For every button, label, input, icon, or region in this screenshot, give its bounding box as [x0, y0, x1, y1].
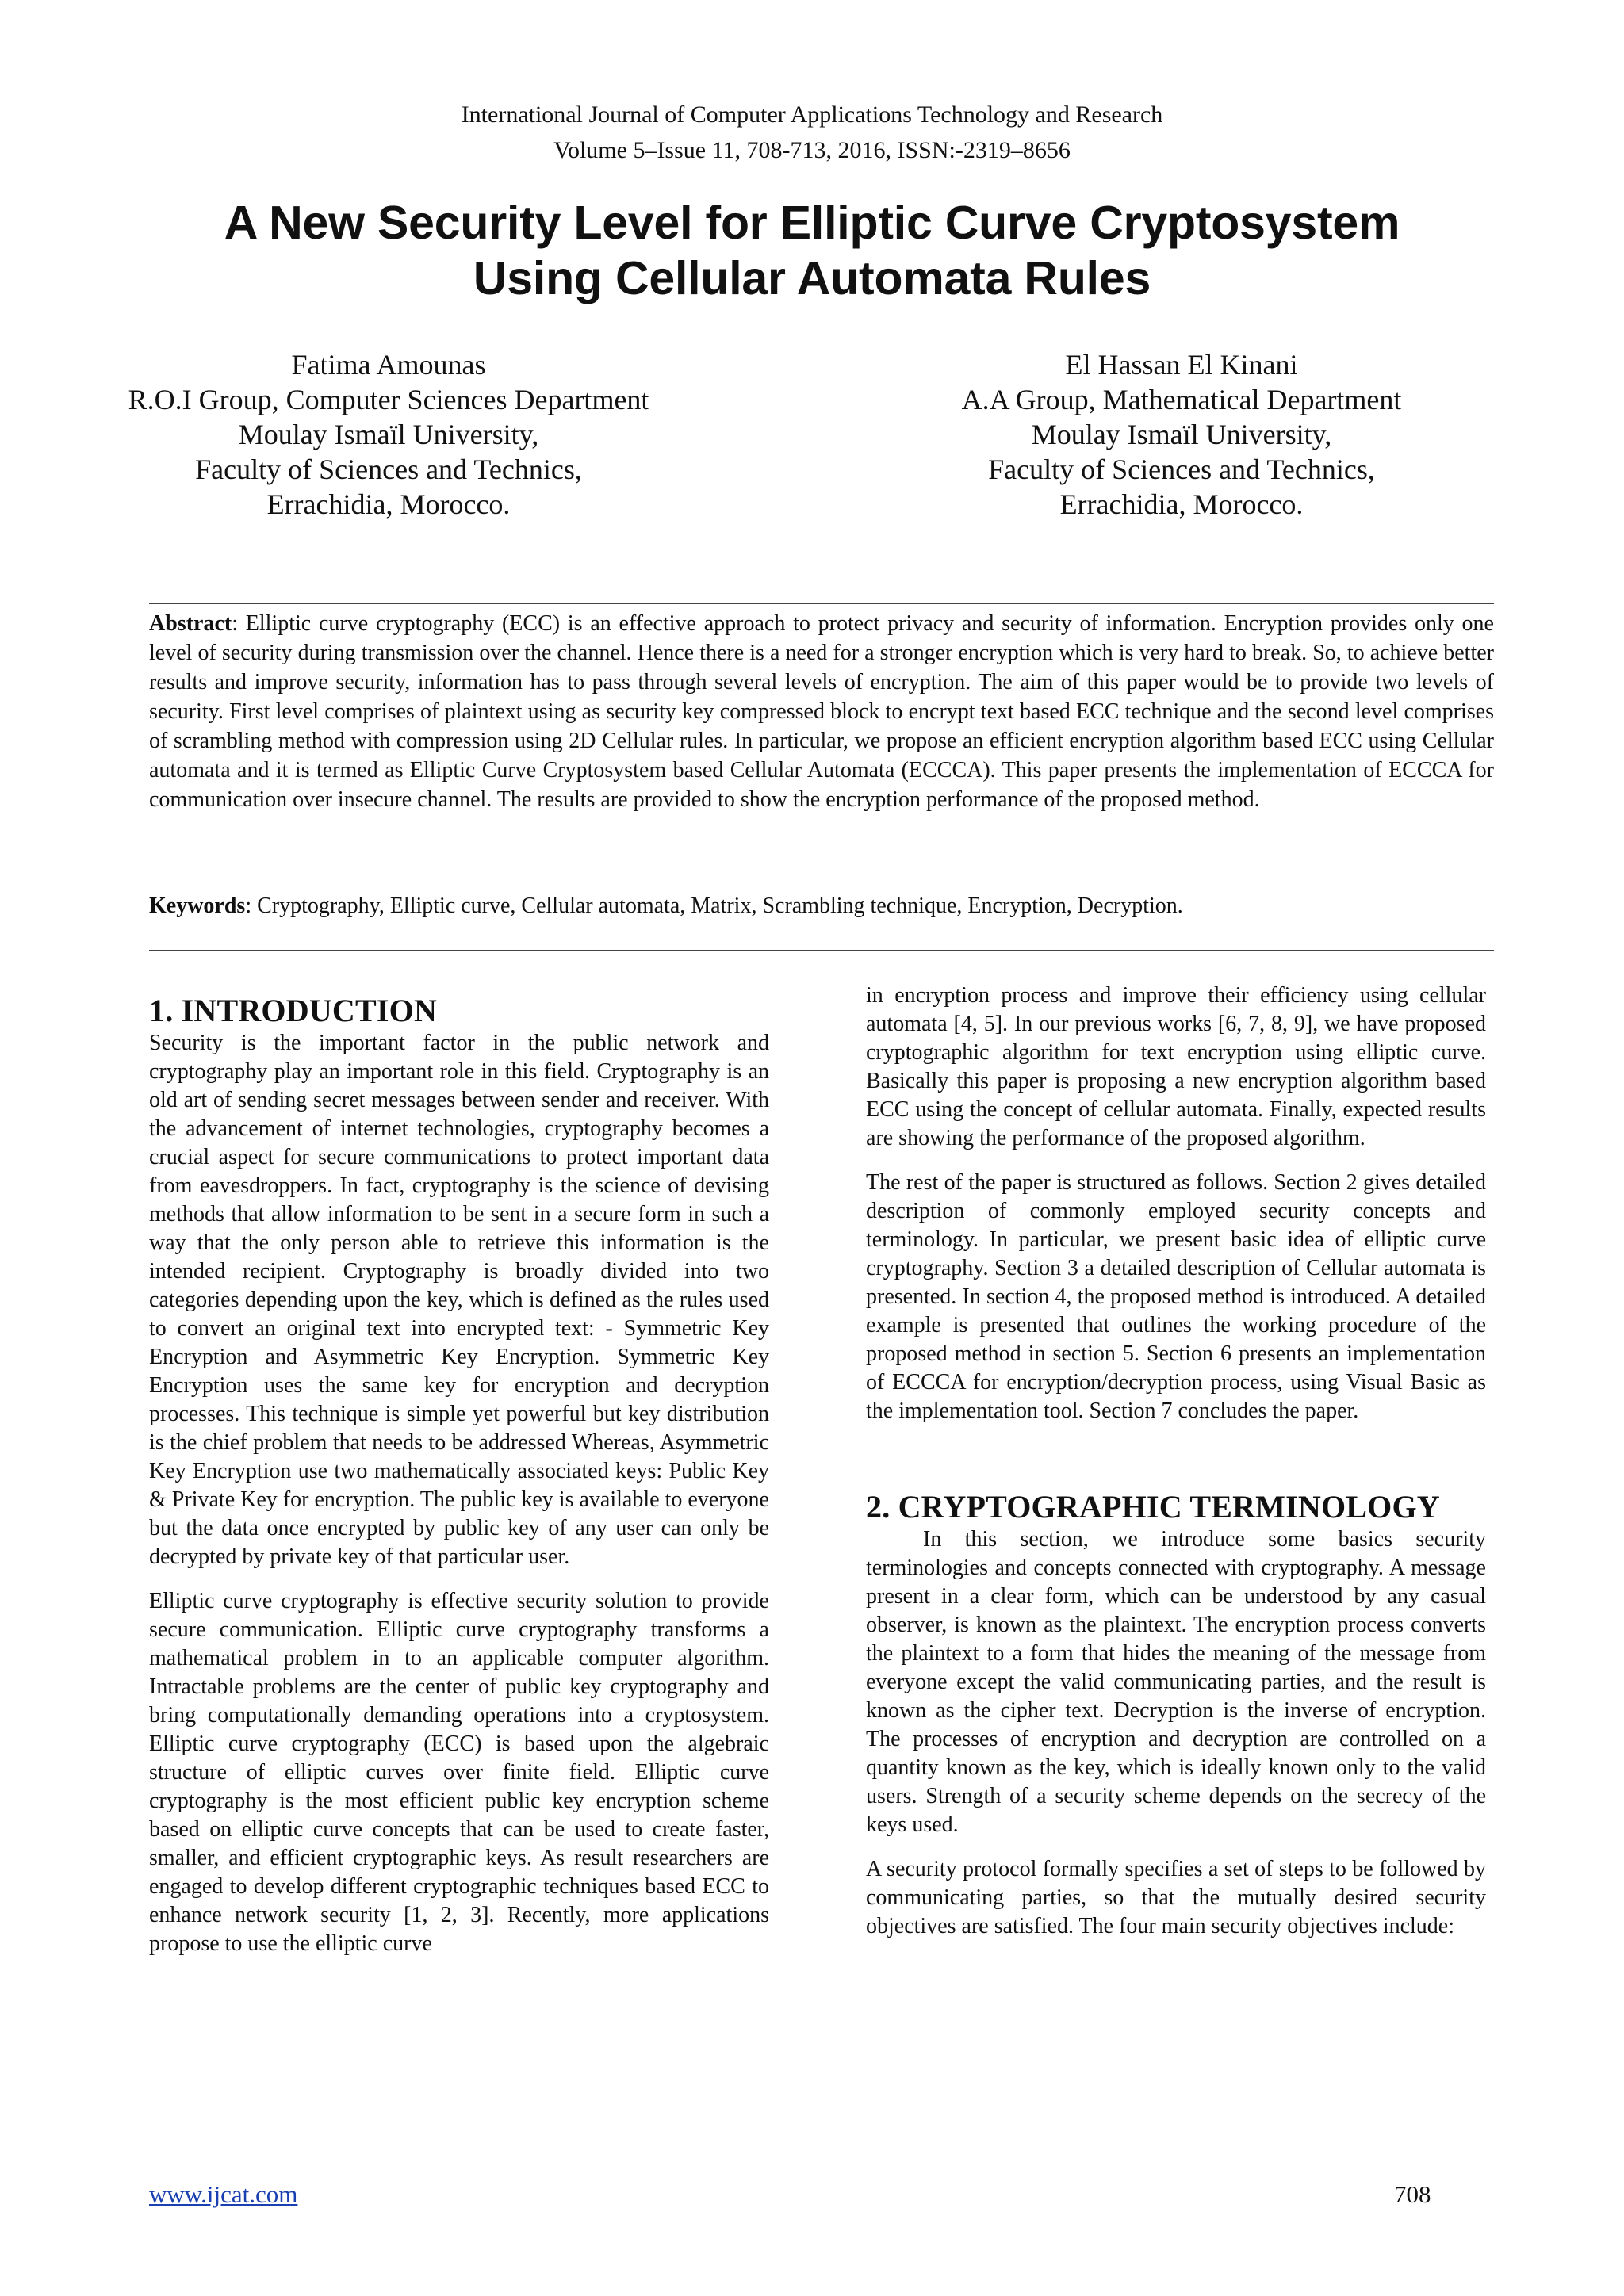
introduction-heading: 1. INTRODUCTION — [149, 993, 438, 1028]
journal-website-link[interactable]: www.ijcat.com — [149, 2180, 298, 2208]
author-block-1 — [32, 347, 745, 522]
title-line-2: Using Cellular Automata Rules — [473, 252, 1151, 304]
keywords-text: : Cryptography, Elliptic curve, Cellular automata, Matrix, Scrambling technique, Encryption, Decryption. — [245, 894, 1183, 918]
keywords — [149, 891, 1494, 920]
terminology-paragraph-1: In this section, we introduce some basics security terminologies and concepts connected with cryptography. A message present in a clear form, which can be understood by any casual observer, is known as the plaintext. The encryption process converts the plaintext to a form that hides the meaning of the message from everyone except the valid communicating parties, and the result is known as the cipher text. Decryption is the inverse of encryption. The processes of encryption and decryption are controlled on a quantity known as the key, which is ideally known only to the valid users. Strength of a security scheme depends on the secrecy of the keys used. — [866, 1527, 1486, 1837]
author-name: El Hassan El Kinani — [1065, 349, 1298, 381]
cryptographic-terminology-heading: 2. CRYPTOGRAPHIC TERMINOLOGY — [866, 1489, 1440, 1525]
terminology-paragraph-2: A security protocol formally specifies a set of steps to be followed by communicating parties, so that the mutually desired security objectives are satisfied. The four main security objectives include: — [866, 1857, 1486, 1938]
left-column — [149, 993, 769, 1974]
author-name: Fatima Amounas — [291, 349, 486, 381]
author-affiliation-line: Errachidia, Morocco. — [1059, 488, 1304, 520]
intro-paragraph-3: in encryption process and improve their efficiency using cellular automata [4, 5]. In our previous works [6, 7, 8, 9], we have proposed cryptographic algorithm for text encryption using elliptic curve. Basically this paper is proposing a new encryption algorithm based ECC using the concept of cellular automata. Finally, expected results are showing the performance of the proposed algorithm. — [866, 983, 1486, 1150]
author-affiliation-line: A.A Group, Mathematical Department — [961, 384, 1402, 415]
abstract-label: Abstract — [149, 611, 232, 636]
author-affiliation-line: Moulay Ismaïl University, — [1031, 419, 1332, 450]
intro-paragraph-1: Security is the important factor in the public network and cryptography play an important role in this field. Cryptography is an old art of sending secret messages between sender and receiver. With the advancement of internet technologies, cryptography becomes a crucial aspect for secure communications to protect important data from eavesdroppers. In fact, cryptography is the science of devising methods that allow information to be sent in a secure form in such a way that the only person able to retrieve this information is the intended recipient. Cryptography is broadly divided into two categories depending upon the key, which is defined as the rules used to convert an original text into encrypted text: - Symmetric Key Encryption and Asymmetric Key Encryption. Symmetric Key Encryption uses the same key for encryption and decryption processes. This technique is simple yet powerful but key distribution is the chief problem that needs to be addressed Whereas, Asymmetric Key Encryption use two mathematically associated keys: Public Key & Private Key for encryption. The public key is available to everyone but the data once encrypted by public key of any user can only be decrypted by private key of that particular user. — [149, 1031, 769, 1569]
intro-paragraph-2: Elliptic curve cryptography is effective security solution to provide secure communication. Elliptic curve cryptography transforms a mathematical problem in to an applicable computer algorithm. Intractable problems are the center of public key cryptography and bring computationally demanding operations into a cryptosystem. Elliptic curve cryptography (ECC) is based upon the algebraic structure of elliptic curves over finite field. Elliptic curve cryptography is the most efficient public key encryption scheme based on elliptic curve concepts that can be used to create faster, smaller, and efficient cryptographic keys. As result researchers are engaged to develop different cryptographic techniques based ECC to enhance network security [1, 2, 3]. Recently, more applications propose to use the elliptic curve — [149, 1589, 769, 1956]
journal-volume: Volume 5–Issue 11, 708-713, 2016, ISSN:-2319–8656 — [553, 137, 1071, 163]
journal-name: International Journal of Computer Applications Technology and Research — [461, 101, 1163, 128]
intro-paragraph-4: The rest of the paper is structured as follows. Section 2 gives detailed description of commonly employed security concepts and terminology. In particular, we present basic idea of elliptic curve cryptography. Section 3 a detailed description of Cellular automata is presented. In section 4, the proposed method is introduced. A detailed example is presented that outlines the working procedure of the proposed method in section 5. Section 6 presents an implementation of ECCCA for encryption/decryption process, using Visual Basic as the implementation tool. Section 7 concludes the paper. — [866, 1170, 1486, 1423]
author-affiliation-line: Faculty of Sciences and Technics, — [988, 453, 1375, 485]
author-affiliation-line: Moulay Ismaïl University, — [238, 419, 539, 450]
author-affiliation-line: Faculty of Sciences and Technics, — [195, 453, 582, 485]
abstract-text: : Elliptic curve cryptography (ECC) is an effective approach to protect privacy and security of information. Encryption provides only one level of security during transmission over the channel. Hence there is a need for a stronger encryption which is very hard to break. So, to achieve better results and improve security, information has to pass through several levels of encryption. The aim of this paper would be to provide two levels of security. First level comprises of plaintext using as security key compressed block to encrypt text based ECC technique and the second level comprises of scrambling method with compression using 2D Cellular rules. In particular, we propose an efficient encryption algorithm based ECC using Cellular automata and it is termed as Elliptic Curve Cryptosystem based Cellular Automata (ECCCA). This paper presents the implementation of ECCCA for communication over insecure channel. The results are provided to show the encryption performance of the proposed method. — [149, 611, 1494, 812]
right-column — [866, 982, 1486, 1957]
author-block-2 — [825, 347, 1538, 522]
abstract — [149, 609, 1494, 814]
journal-header — [0, 97, 1624, 168]
title-line-1: A New Security Level for Elliptic Curve Cryptosystem — [224, 197, 1400, 249]
paper-title — [95, 195, 1529, 306]
keywords-bottom-rule — [149, 950, 1494, 951]
keywords-label: Keywords — [149, 894, 246, 918]
abstract-top-rule — [149, 603, 1494, 604]
author-affiliation-line: R.O.I Group, Computer Sciences Department — [128, 384, 649, 415]
author-affiliation-line: Errachidia, Morocco. — [266, 488, 511, 520]
page-number: 708 — [1394, 2180, 1431, 2208]
